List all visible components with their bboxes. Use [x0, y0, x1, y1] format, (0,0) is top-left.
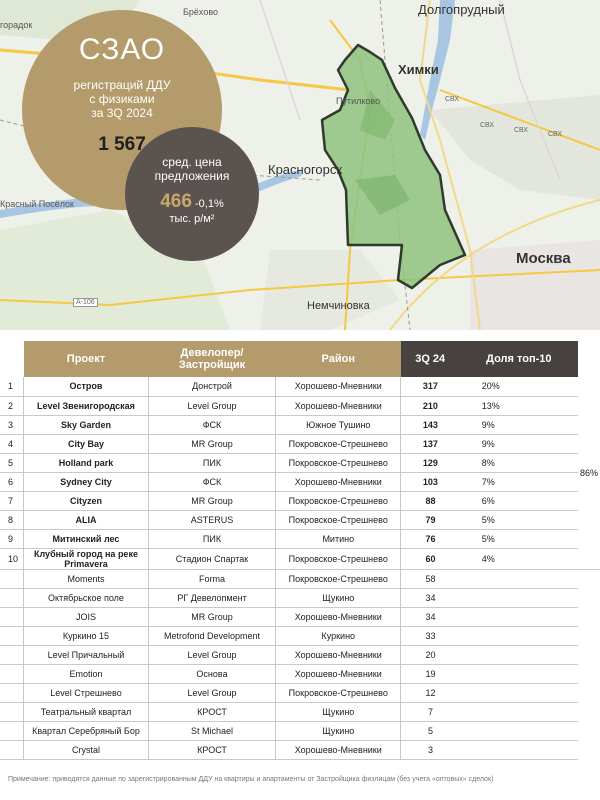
row-number: 4 — [0, 434, 24, 453]
price-caption: сред. цена предложения — [154, 155, 230, 183]
q-cell: 137 — [401, 434, 460, 453]
district-cell: Покровское-Стрешнево — [276, 453, 401, 472]
share-cell — [460, 721, 578, 740]
map-label-dolgoprudny: Долгопрудный — [418, 2, 505, 17]
project-cell: Moments — [24, 569, 148, 588]
price-value-line — [125, 191, 259, 213]
q-cell: 143 — [401, 415, 460, 434]
table-row[interactable] — [0, 529, 600, 548]
q-cell: 76 — [401, 529, 460, 548]
table-row[interactable] — [0, 664, 600, 683]
share-cell — [460, 702, 578, 721]
share-cell: 20% — [460, 377, 578, 396]
row-number: 8 — [0, 510, 24, 529]
share-cell: 7% — [460, 472, 578, 491]
share-cell — [460, 569, 578, 588]
q-cell: 317 — [401, 377, 460, 396]
map-road-a106: A-106 — [73, 298, 98, 307]
developer-cell: ASTERUS — [148, 510, 276, 529]
developer-cell: MR Group — [148, 491, 276, 510]
q-cell: 88 — [401, 491, 460, 510]
project-cell: Level Стрешнево — [24, 683, 148, 702]
table-row[interactable] — [0, 510, 600, 529]
table-row[interactable] — [0, 569, 600, 588]
table-row[interactable] — [0, 434, 600, 453]
table-row[interactable] — [0, 472, 600, 491]
project-cell: Sky Garden — [24, 415, 148, 434]
project-cell: Митинский лес — [24, 529, 148, 548]
row-number: 5 — [0, 453, 24, 472]
table-row[interactable] — [0, 626, 600, 645]
district-cell: Куркино — [276, 626, 401, 645]
district-cell: Хорошево-Мневники — [276, 607, 401, 626]
row-number: 2 — [0, 396, 24, 415]
row-number: 9 — [0, 529, 24, 548]
district-cell: Щукино — [276, 721, 401, 740]
developer-cell: ФСК — [148, 415, 276, 434]
developer-cell: MR Group — [148, 607, 276, 626]
project-cell: JOIS — [24, 607, 148, 626]
table-row[interactable] — [0, 453, 600, 472]
map-label-putilkovo: Путилково — [336, 96, 381, 106]
developer-cell: Forma — [148, 569, 276, 588]
project-cell: Квартал Серебряный Бор — [24, 721, 148, 740]
district-cell: Хорошево-Мневники — [276, 645, 401, 664]
project-cell: Театральный квартал — [24, 702, 148, 721]
table-row[interactable] — [0, 396, 600, 415]
map-label-zelenograd: горадок — [0, 20, 33, 30]
header-q[interactable]: 3Q 24 — [401, 341, 460, 377]
developer-cell: Стадион Спартак — [148, 548, 276, 569]
map-road-svkh-4: СВХ — [548, 131, 563, 138]
header-developer[interactable]: Девелопер/ Застройщик — [148, 341, 276, 377]
district-cell: Хорошево-Мневники — [276, 664, 401, 683]
developer-cell: РГ Девелопмент — [148, 588, 276, 607]
row-number — [0, 721, 24, 740]
table-row[interactable] — [0, 607, 600, 626]
q-cell: 7 — [401, 702, 460, 721]
row-number — [0, 607, 24, 626]
map-label-krasnogorsk: Красногорск — [268, 162, 343, 177]
share-cell: 8% — [460, 453, 578, 472]
map-road-svkh-1: СВХ — [445, 96, 460, 103]
q-cell: 20 — [401, 645, 460, 664]
district-cell: Покровское-Стрешнево — [276, 683, 401, 702]
developer-cell: КРОСТ — [148, 740, 276, 759]
row-number — [0, 664, 24, 683]
q-cell: 60 — [401, 548, 460, 569]
district-cell: Покровское-Стрешнево — [276, 434, 401, 453]
q-cell: 33 — [401, 626, 460, 645]
registrations-caption: регистраций ДДУ с физиками за 3Q 2024 — [73, 78, 171, 120]
project-cell: Октябрьское поле — [24, 588, 148, 607]
district-title: СЗАО — [78, 33, 166, 66]
table-row[interactable] — [0, 645, 600, 664]
row-number: 3 — [0, 415, 24, 434]
share-cell — [460, 740, 578, 759]
project-cell: Level Причальный — [24, 645, 148, 664]
q-cell: 129 — [401, 453, 460, 472]
developer-cell: Level Group — [148, 396, 276, 415]
project-cell: Клубный город на реке Primavera — [24, 548, 148, 569]
map-label-nemchinovka: Немчиновка — [307, 300, 370, 312]
developer-cell: КРОСТ — [148, 702, 276, 721]
q-cell: 3 — [401, 740, 460, 759]
project-cell: Куркино 15 — [24, 626, 148, 645]
district-cell: Хорошево-Мневники — [276, 377, 401, 396]
district-cell: Покровское-Стрешнево — [276, 510, 401, 529]
table-body — [0, 377, 600, 759]
share-cell: 9% — [460, 434, 578, 453]
q-cell: 103 — [401, 472, 460, 491]
district-cell: Митино — [276, 529, 401, 548]
share-cell — [460, 626, 578, 645]
share-cell: 13% — [460, 396, 578, 415]
map-label-krasny-posyolok: Красный Посёлок — [0, 199, 74, 209]
share-cell: 5% — [460, 510, 578, 529]
header-district[interactable]: Район — [276, 341, 401, 377]
developer-cell: ПИК — [148, 453, 276, 472]
district-cell: Покровское-Стрешнево — [276, 569, 401, 588]
row-number — [0, 740, 24, 759]
table-row[interactable] — [0, 415, 600, 434]
developer-cell: Level Group — [148, 645, 276, 664]
project-cell: Level Звенигородская — [24, 396, 148, 415]
developer-cell: Донстрой — [148, 377, 276, 396]
q-cell: 58 — [401, 569, 460, 588]
q-cell: 34 — [401, 607, 460, 626]
share-cell: 6% — [460, 491, 578, 510]
district-cell: Южное Тушино — [276, 415, 401, 434]
developer-cell: Metrofond Development — [148, 626, 276, 645]
developer-cell: Level Group — [148, 683, 276, 702]
developer-cell: ФСК — [148, 472, 276, 491]
header-share[interactable]: Доля топ-10 — [460, 341, 578, 377]
district-cell: Хорошево-Мневники — [276, 472, 401, 491]
table-row[interactable] — [0, 740, 600, 759]
project-cell: Emotion — [24, 664, 148, 683]
row-number — [0, 569, 24, 588]
share-cell — [460, 588, 578, 607]
project-cell: Crystal — [24, 740, 148, 759]
footnote: Примечание: приводятся данные по зарегистрированным ДДУ на квартиры и апартаменты от Застройщика физлицам (без учета «оптовых» сделок) — [8, 776, 494, 783]
table-row[interactable] — [0, 683, 600, 702]
share-cell: 5% — [460, 529, 578, 548]
projects-table — [0, 341, 600, 760]
district-cell: Хорошево-Мневники — [276, 396, 401, 415]
district-cell: Щукино — [276, 588, 401, 607]
table-row[interactable] — [0, 588, 600, 607]
q-cell: 19 — [401, 664, 460, 683]
project-cell: Остров — [24, 377, 148, 396]
row-number — [0, 645, 24, 664]
developer-cell: MR Group — [148, 434, 276, 453]
row-number: 1 — [0, 377, 24, 396]
row-number: 6 — [0, 472, 24, 491]
table-row[interactable] — [0, 721, 600, 740]
table-row[interactable] — [0, 702, 600, 721]
project-cell: Cityzen — [24, 491, 148, 510]
price-value: 466 — [160, 191, 192, 212]
district-cell: Щукино — [276, 702, 401, 721]
developer-cell: ПИК — [148, 529, 276, 548]
share-cell — [460, 645, 578, 664]
map-road-svkh-3: СВХ — [514, 127, 529, 134]
row-number: 7 — [0, 491, 24, 510]
developer-cell: St Michael — [148, 721, 276, 740]
price-unit: тыс. р/м² — [169, 213, 215, 225]
header-num — [0, 341, 24, 377]
share-cell: 4% — [460, 548, 578, 569]
row-number — [0, 626, 24, 645]
project-cell: City Bay — [24, 434, 148, 453]
share-cell — [460, 664, 578, 683]
map-label-brekhovo: Брёхово — [183, 7, 219, 17]
registrations-value: 1 567 — [98, 134, 146, 155]
row-number — [0, 683, 24, 702]
header-project[interactable]: Проект — [24, 341, 148, 377]
share-cell — [460, 683, 578, 702]
share-cell: 9% — [460, 415, 578, 434]
table-row[interactable] — [0, 491, 600, 510]
map-label-khimki: Химки — [398, 62, 439, 77]
row-number: 10 — [0, 548, 24, 569]
row-number — [0, 588, 24, 607]
district-cell: Хорошево-Мневники — [276, 740, 401, 759]
map[interactable] — [0, 0, 600, 330]
developer-cell: Основа — [148, 664, 276, 683]
price-change: -0,1% — [195, 198, 224, 210]
project-cell: Sydney City — [24, 472, 148, 491]
q-cell: 5 — [401, 721, 460, 740]
q-cell: 34 — [401, 588, 460, 607]
top10-total-cell: 86% — [578, 377, 600, 569]
map-road-svkh-2: СВХ — [480, 122, 495, 129]
q-cell: 210 — [401, 396, 460, 415]
table-row[interactable] — [0, 548, 600, 569]
share-cell — [460, 607, 578, 626]
q-cell: 79 — [401, 510, 460, 529]
district-cell: Покровское-Стрешнево — [276, 548, 401, 569]
district-cell: Покровское-Стрешнево — [276, 491, 401, 510]
price-circle — [125, 127, 259, 261]
project-cell: Holland park — [24, 453, 148, 472]
map-label-moskva: Москва — [516, 250, 571, 267]
table-row[interactable] — [0, 377, 600, 396]
project-cell: ALIA — [24, 510, 148, 529]
q-cell: 12 — [401, 683, 460, 702]
row-number — [0, 702, 24, 721]
